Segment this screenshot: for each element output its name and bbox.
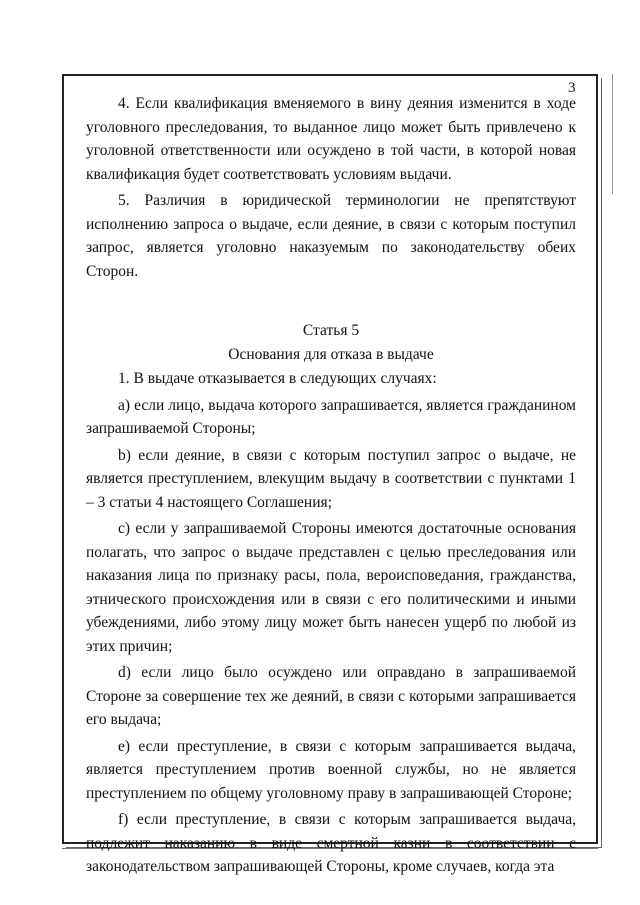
article-item-d: d) если лицо было осуждено или оправдано в запрашиваемой Стороне за совершение тех же деяний, в связи с которыми запрашивается его выдача; <box>86 664 576 728</box>
article-title: Основания для отказа в выдаче <box>228 345 434 363</box>
page-number: 3 <box>568 80 576 96</box>
article-item-b: b) если деяние, в связи с которым поступил запрос о выдаче, не является преступлением, влекущим выдачу в соответствии с пунктами 1 – 3 статьи 4 настоящего Соглашения; <box>86 446 576 511</box>
right-rule <box>612 74 613 194</box>
paragraph-5: 5. Различия в юридической терминологии не препятствуют исполнению запроса о выдаче, если деяние, в связи с которым поступил запрос, является уголовно наказуемым по законодательству обеих Сторон. <box>86 192 576 280</box>
article-item-e: е) если преступление, в связи с которым запрашивается выдача, является преступлением против военной службы, но не является преступлением по общему уголовному праву в запрашивающей Стороне; <box>86 737 576 802</box>
article-item-a: а) если лицо, выдача которого запрашивается, является гражданином запрашиваемой Стороны; <box>86 396 576 437</box>
article-number: Статья 5 <box>302 322 360 339</box>
article-item-c: с) если у запрашиваемой Стороны имеются достаточные основания полагать, что запрос о выдаче представлен с целью преследования или наказания лица по признаку расы, пола, вероисповедания, гражданства, этнического происхождения или в связи с его политическими и иными убеждениями, либо этому лицу может быть нанесен ущерб по любой из этих причин; <box>86 520 576 655</box>
article-item-1: 1. В выдаче отказывается в следующих случаях: <box>118 370 437 387</box>
document-body <box>86 92 576 879</box>
paragraph-4: 4. Если квалификация вменяемого в вину деяния изменится в ходе уголовного преследования, то выданное лицо может быть привлечено к уголовной ответственности или осуждено в той части, в которой новая квалификация будет соответствовать условиям выдачи. <box>86 95 576 183</box>
article-item-f: f) если преступление, в связи с которым запрашивается выдача, подлежит наказанию в виде смертной казни в соответствии с законодательством запрашивающей Стороны, кроме случаев, когда эта <box>86 811 576 875</box>
